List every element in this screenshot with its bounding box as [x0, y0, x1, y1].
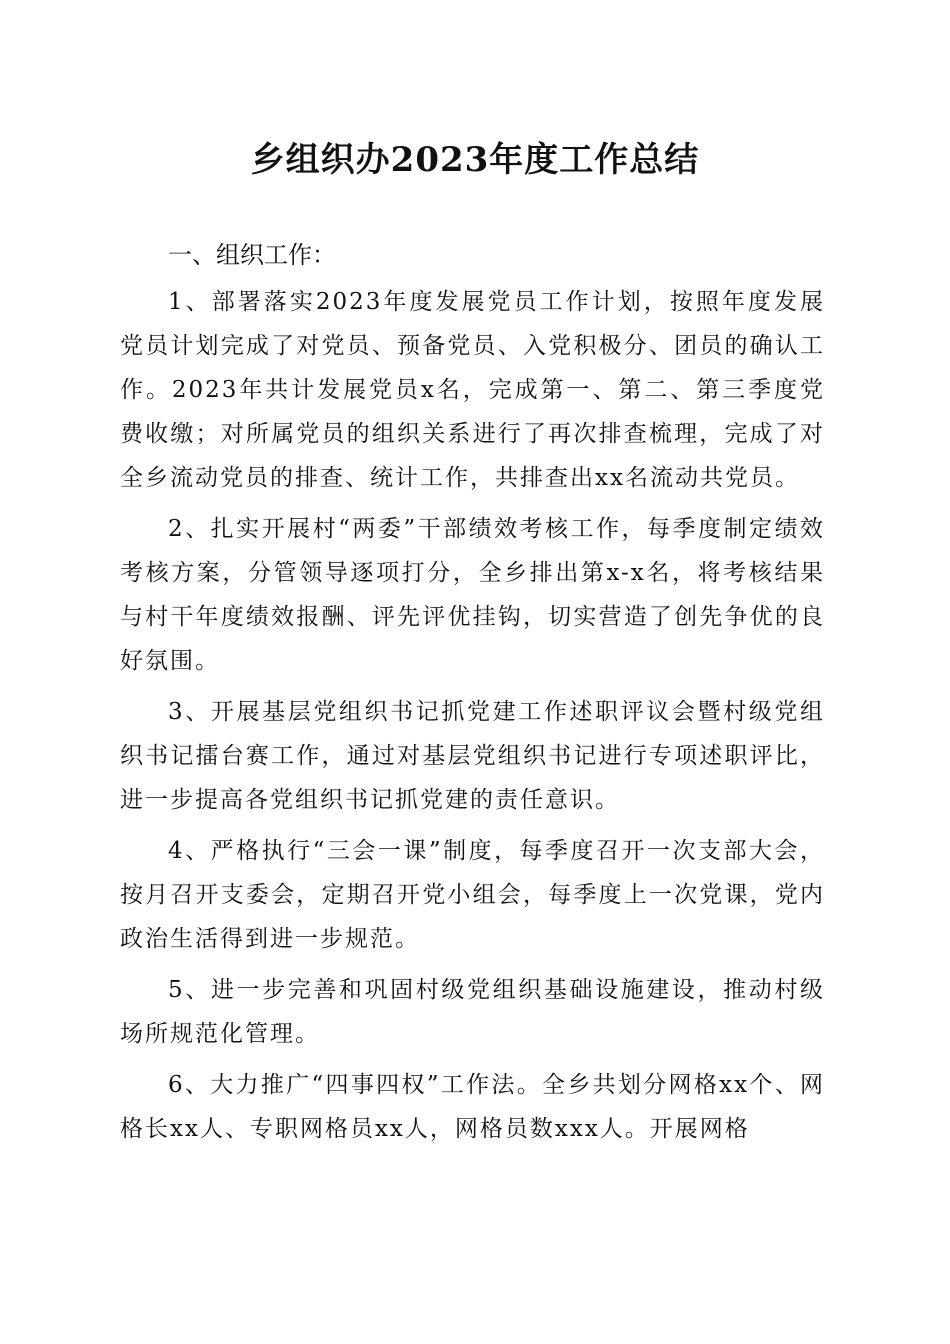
document-body — [120, 230, 825, 1151]
paragraph-item-1: 1、部署落实2023年度发展党员工作计划，按照年度发展党员计划完成了对党员、预备党员、入党积极分、团员的确认工作。2023年共计发展党员x名，完成第一、第二、第三季度党费收缴；对所属党员的组织关系进行了再次排查梳理，完成了对全乡流动党员的排查、统计工作，共排查出xx名流动共党员。 — [120, 289, 825, 491]
paragraph-item-4: 4、严格执行“三会一课”制度，每季度召开一次支部大会，按月召开支委会，定期召开党小组会，每季度上一次党课，党内政治生活得到进一步规范。 — [120, 838, 825, 952]
section-heading-organization-work: 一、组织工作： — [168, 241, 336, 269]
paragraph-item-3: 3、开展基层党组织书记抓党建工作述职评议会暨村级党组织书记擂台赛工作，通过对基层党组织书记进行专项述职评比，进一步提高各党组织书记抓党建的责任意识。 — [120, 699, 825, 813]
paragraph-item-5: 5、进一步完善和巩固村级党组织基础设施建设，推动村级场所规范化管理。 — [120, 977, 825, 1047]
paragraph-item-2: 2、扎实开展村“两委”干部绩效考核工作，每季度制定绩效考核方案，分管领导逐项打分，全乡排出第x-x名，将考核结果与村干年度绩效报酬、评先评优挂钩，切实营造了创先争优的良好氛围。 — [120, 516, 825, 674]
paragraph-item-6: 6、大力推广“四事四权”工作法。全乡共划分网格xx个、网格长xx人、专职网格员xx人，网格员数xxx人。开展网格 — [120, 1072, 825, 1142]
document-title: 乡组织办2023年度工作总结 — [250, 140, 700, 180]
